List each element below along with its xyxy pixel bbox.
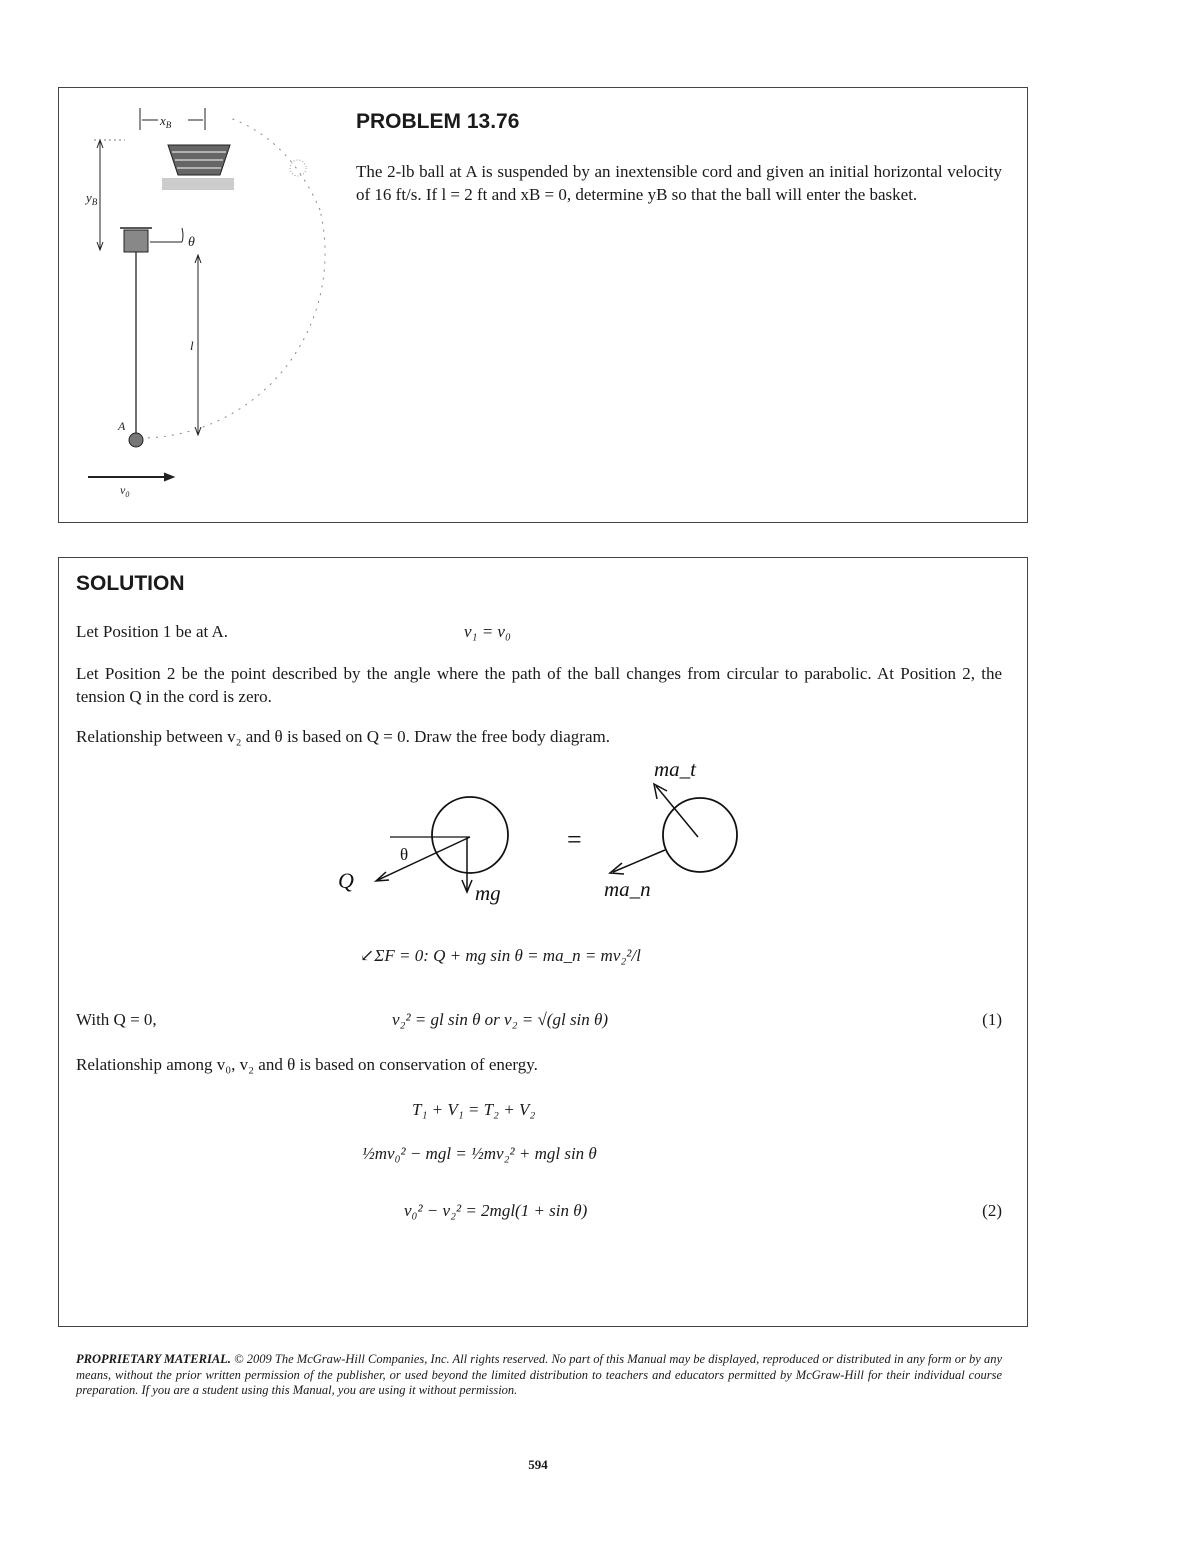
yb-label: $y_B$ — [86, 190, 98, 207]
mat-arrow — [656, 786, 698, 837]
problem-title: PROBLEM 13.76 — [356, 110, 520, 133]
theta-label: θ — [188, 235, 195, 250]
footer-copyright — [76, 1352, 1002, 1399]
fbd-q-label: Q — [338, 868, 354, 893]
equation-energy-2: ½mv₀² − mgl = ½mv₂² + mgl sin θ — [362, 1144, 597, 1163]
solution-para2: Let Position 2 be the point described by the angle where the path of the ball changes from circular to parabolic. At Position 2, the tension Q in the cord is zero. — [76, 664, 1002, 706]
footer-bold: PROPRIETARY MATERIAL. — [76, 1352, 231, 1366]
fbd-mg-label: mg — [475, 881, 501, 905]
equation-sum-forces: ↙ΣF = 0: Q + mg sin θ = ma_n = mv₂²/l — [360, 946, 641, 965]
solution-line1-eq: v₁ = v₀ — [464, 622, 511, 641]
man-arrow — [613, 850, 665, 872]
with-q-zero: With Q = 0, — [76, 1010, 157, 1029]
solution-para3: Relationship between v₂ and θ is based on Q = 0. Draw the free body diagram. — [76, 727, 610, 746]
problem-statement: The 2-lb ball at A is suspended by an inextensible cord and given an initial horizontal velocity of 16 ft/s. If l = 2 ft and xB = 0, determine yB so that the ball will enter the basket. — [356, 162, 1002, 204]
fbd-theta-label: θ — [400, 845, 409, 864]
l-label: l — [190, 338, 194, 353]
ball-a-icon — [129, 433, 143, 447]
footer-text: © 2009 The McGraw-Hill Companies, Inc. All rights reserved. No part of this Manual may be displayed, reproduced or distributed in any form or by any means, without the prior written permission of the publisher, or used beyond the limited distribution to teachers and educators permitted by McGraw-Hill for their individual course preparation. If you are a student using this Manual, you are using it without permission. — [76, 1352, 1002, 1397]
v0-label: $v_0$ — [120, 483, 130, 499]
solution-line1-text: Let Position 1 be at A. — [76, 622, 229, 641]
problem-figure — [80, 100, 340, 500]
equation-2: v₀² − v₂² = 2mgl(1 + sin θ) — [404, 1201, 588, 1220]
ball-circle-left — [432, 797, 508, 873]
solution-para4: Relationship among v₀, v₂ and θ is based on conservation of energy. — [76, 1055, 538, 1074]
solution-title: SOLUTION — [76, 572, 185, 595]
fbd-mat-label: ma_t — [654, 757, 696, 781]
equation-1: v₂² = gl sin θ or v₂ = √(gl sin θ) — [392, 1010, 609, 1029]
fbd-man-label: ma_n — [604, 877, 651, 901]
equation-energy-1: T₁ + V₁ = T₂ + V₂ — [412, 1100, 536, 1119]
a-label: A — [118, 419, 126, 433]
equation-2-number: (2) — [982, 1201, 1002, 1220]
free-body-diagram — [320, 750, 760, 920]
fbd-equals: = — [567, 825, 582, 854]
equation-1-number: (1) — [982, 1010, 1002, 1029]
q-arrow — [378, 837, 470, 880]
pivot-icon — [124, 230, 148, 252]
xb-label: $x_B$ — [160, 113, 172, 130]
page-number: 594 — [528, 1457, 548, 1472]
